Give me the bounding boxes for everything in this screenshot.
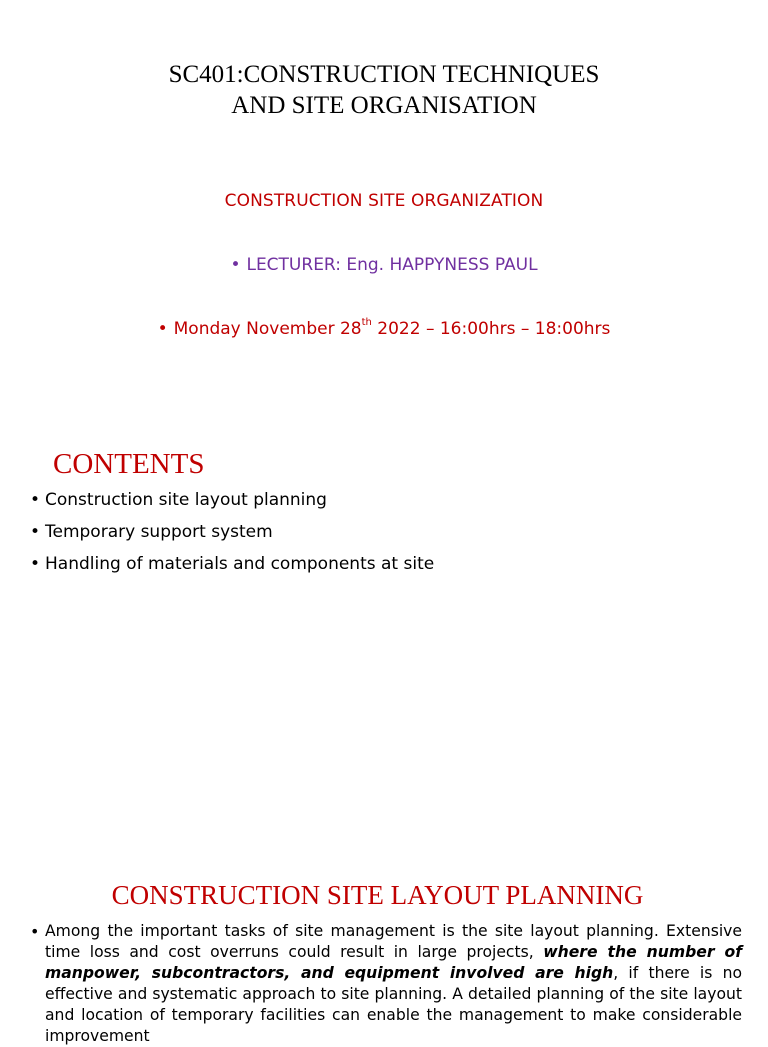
- list-item-text: Construction site layout planning: [45, 490, 327, 510]
- paragraph-block: [30, 921, 742, 1047]
- course-title: [0, 59, 768, 121]
- bullet-icon: •: [157, 319, 168, 339]
- paragraph-text-2: , if there is no effective and systematic approach to site planning. A detailed planning of the site layout and location of temporary facilities can enable the management to make considerable improvement: [45, 964, 742, 1045]
- section-title: CONSTRUCTION SITE LAYOUT PLANNING: [111, 880, 644, 910]
- contents-slide: [0, 430, 768, 850]
- lecturer-line: [0, 255, 768, 275]
- contents-list: [30, 488, 434, 584]
- list-item: [30, 520, 434, 552]
- course-title-line-2: AND SITE ORGANISATION: [231, 92, 537, 119]
- topic-subtitle: CONSTRUCTION SITE ORGANIZATION: [224, 191, 544, 211]
- date-suffix: 2022 – 16:00hrs – 18:00hrs: [371, 319, 611, 339]
- bullet-icon: •: [30, 490, 41, 510]
- layout-planning-slide: [0, 860, 768, 1045]
- list-item: [30, 488, 434, 520]
- list-item-text: Temporary support system: [45, 522, 273, 542]
- bullet-icon: •: [30, 922, 40, 941]
- course-title-line-1: SC401:CONSTRUCTION TECHNIQUES: [168, 61, 600, 88]
- date-line: [0, 319, 768, 339]
- paragraph-text-1: Among the important tasks of site management is the site layout planning. Extensive time loss and cost overruns could result in large projects,: [45, 922, 742, 961]
- list-item: [30, 552, 434, 584]
- bullet-icon: •: [30, 554, 41, 574]
- paragraph-emphasis: where the number of manpower, subcontractors, and equipment involved are high: [45, 943, 742, 982]
- contents-title: CONTENTS: [53, 448, 205, 480]
- body-paragraph: [45, 921, 742, 1047]
- date-superscript: th: [361, 317, 372, 328]
- bullet-icon: •: [230, 255, 241, 275]
- date-prefix: Monday November 28: [173, 319, 362, 339]
- list-item-text: Handling of materials and components at site: [45, 554, 435, 574]
- lecturer-text: LECTURER: Eng. HAPPYNESS PAUL: [246, 255, 538, 275]
- title-slide: [0, 0, 768, 420]
- bullet-icon: •: [30, 522, 41, 542]
